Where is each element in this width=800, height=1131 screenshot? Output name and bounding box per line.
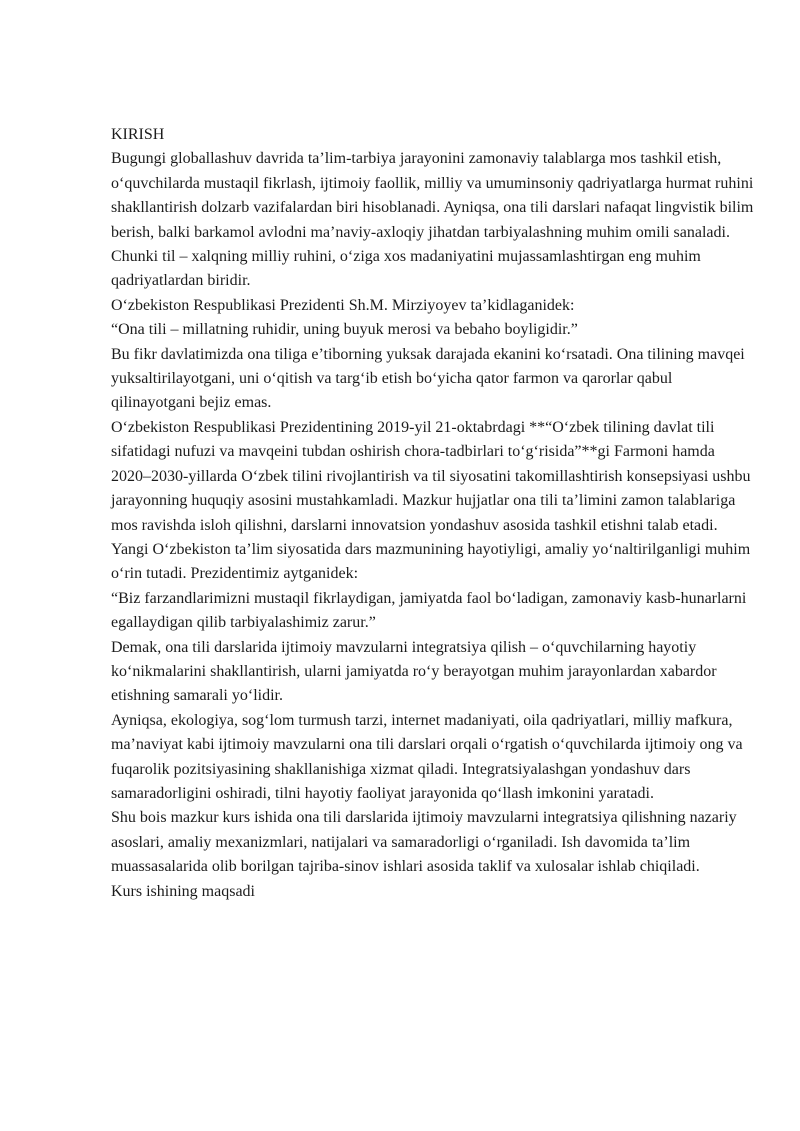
education-policy-paragraph: Yangi O‘zbekiston ta’lim siyosatida dars mazmunining hayotiyligi, amaliy yo‘naltirilganligi muhim o‘rin tutadi. Prezidentimiz aytganidek: xyxy=(111,540,751,583)
integration-paragraph: Demak, ona tili darslarida ijtimoiy mavzularni integratsiya qilish – o‘quvchilarning hayotiy ko‘nikmalarini shakllantirish, ularni jamiyatda ro‘y berayotgan muhim jarayonlardan xabardor etishning samarali yo‘lidir. xyxy=(111,638,717,705)
mother-tongue-paragraph: Bu fikr davlatimizda ona tiliga e’tiborning yuksak darajada ekanini ko‘rsatadi. Ona tilining mavqei yuksaltirilayotgani, uni o‘qitish va targ‘ib etish bo‘yicha qator farmon va qarorlar qabul qilinayotgani bejiz emas. xyxy=(111,345,745,412)
coursework-paragraph: Shu bois mazkur kurs ishida ona tili darslarida ijtimoiy mavzularni integratsiya qilishning nazariy asoslari, amaliy mexanizmlari, natijalari va samaradorligi o‘rganiladi. Ish davomida ta’lim muassasalarida olib borilgan tajriba-sinov ishlari asosida taklif va xulosalar ishlab chiqiladi. xyxy=(111,809,737,876)
president-quote: “Ona tili – millatning ruhidir, uning buyuk merosi va bebaho boyligidir.” xyxy=(111,321,578,339)
section-heading: KIRISH xyxy=(111,126,165,143)
coursework-goal-heading: Kurs ishining maqsadi xyxy=(111,882,255,900)
decree-paragraph: O‘zbekiston Respublikasi Prezidentining 2019-yil 21-oktabrdagi **“O‘zbek tilining davlat tili sifatidagi nufuzi va mavqeini tubdan oshirish chora-tadbirlari to‘g‘risida”**gi Farmoni hamda 2020–2030-yillarda O‘zbek tilini rivojlantirish va til siyosatini takomillashtirish konsepsiyasi ushbu jarayonning huquqiy asosini mustahkamladi. Mazkur hujjatlar ona tili ta’limini zamon talablariga mos ravishda isloh qilishni, darslarni innovatsion yondashuv asosida tashkil etishni talab etadi. xyxy=(111,418,751,534)
children-quote: “Biz farzandlarimizni mustaqil fikrlaydigan, jamiyatda faol bo‘ladigan, zamonaviy kasb-hunarlarni egallaydigan qilib tarbiyalashimiz zarur.” xyxy=(111,589,747,632)
document-page xyxy=(111,123,756,904)
topics-paragraph: Ayniqsa, ekologiya, sog‘lom turmush tarzi, internet madaniyati, oila qadriyatlari, milliy mafkura, ma’naviyat kabi ijtimoiy mavzularni ona tili darslari orqali o‘rgatish o‘quvchilarda ijtimoiy ong va fuqarolik pozitsiyasining shakllanishiga xizmat qiladi. Integratsiyalashgan yondashuv dars samaradorligini oshiradi, tilni hayotiy faoliyat jarayonida qo‘llash imkonini yaratadi. xyxy=(111,711,743,802)
president-attribution: O‘zbekiston Respublikasi Prezidenti Sh.M. Mirziyoyev ta’kidlaganidek: xyxy=(111,296,575,314)
intro-paragraph: Bugungi globallashuv davrida ta’lim-tarbiya jarayonini zamonaviy talablarga mos tashkil etish, o‘quvchilarda mustaqil fikrlash, ijtimoiy faollik, milliy va umuminsoniy qadriyatlarga hurmat ruhini shakllantirish dolzarb vazifalardan biri hisoblanadi. Ayniqsa, ona tili darslari nafaqat lingvistik bilim berish, balki barkamol avlodni ma’naviy-axloqiy jihatdan tarbiyalashning muhim omili sanaladi. Chunki til – xalqning milliy ruhini, o‘ziga xos madaniyatini mujassamlashtirgan eng muhim qadriyatlardan biridir. xyxy=(111,150,754,290)
